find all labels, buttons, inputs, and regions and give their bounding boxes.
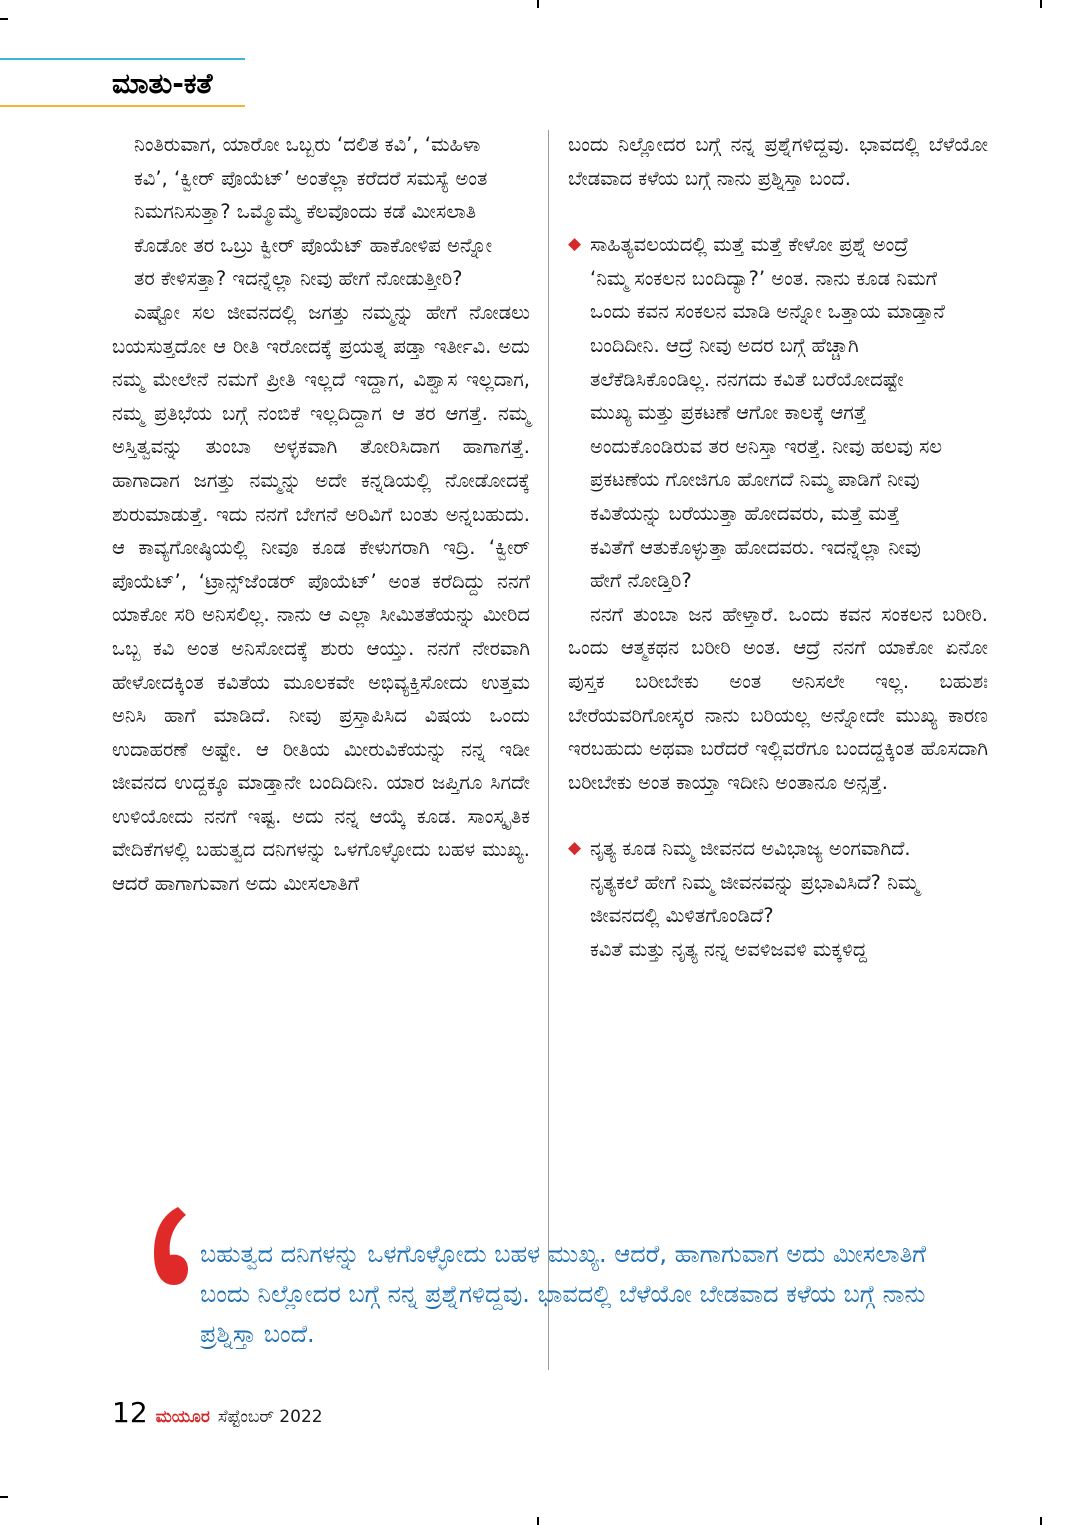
crop-mark-bottom-right: [1040, 1517, 1042, 1525]
page-footer: [112, 1396, 323, 1428]
page-number: 12: [112, 1396, 148, 1429]
column-divider: [548, 130, 549, 1370]
header-rule-cyan: [0, 58, 245, 60]
answer-paragraph: ಎಷ್ಟೋ ಸಲ ಜೀವನದಲ್ಲಿ ಜಗತ್ತು ನಮ್ಮನ್ನು ಹೇಗೆ ನೋಡಲು ಬಯಸುತ್ತದೋ ಆ ರೀತಿ ಇರೋದಕ್ಕೆ ಪ್ರಯತ್ನ ಪಡ್ತಾ ಇರ್ತೀವಿ. ಅದು ನಮ್ಮ ಮೇಲೇನೆ ನಮಗೆ ಪ್ರೀತಿ ಇಲ್ಲದೆ ಇದ್ದಾಗ, ವಿಶ್ವಾಸ ಇಲ್ಲದಾಗ, ನಮ್ಮ ಪ್ರತಿಭೆಯ ಬಗ್ಗೆ ನಂಬಿಕೆ ಇಲ್ಲದಿದ್ದಾಗ ಆ ತರ ಆಗತ್ತೆ. ನಮ್ಮ ಅಸ್ತಿತ್ವವನ್ನು ತುಂಬಾ ಅಳ್ಳಕವಾಗಿ ತೋರಿಸಿದಾಗ ಹಾಗಾಗತ್ತೆ. ಹಾಗಾದಾಗ ಜಗತ್ತು ನಮ್ಮನ್ನು ಅದೇ ಕನ್ನಡಿಯಲ್ಲಿ ನೋಡೋದಕ್ಕೆ ಶುರುಮಾಡುತ್ತೆ. ಇದು ನನಗೆ ಬೇಗನೆ ಅರಿವಿಗೆ ಬಂತು ಅನ್ನಬಹುದು. ಆ ಕಾವ್ಯಗೋಷ್ಠಿಯಲ್ಲಿ ನೀವೂ ಕೂಡ ಕೇಳುಗರಾಗಿ ಇದ್ರಿ. ‘ಕ್ವೀರ್ ಪೊಯೆಟ್’, ‘ಟ್ರಾನ್ಸ್‌ಜೆಂಡರ್ ಪೊಯೆಟ್’ ಅಂತ ಕರೆದಿದ್ದು ನನಗೆ ಯಾಕೋ ಸರಿ ಅನಿಸಲಿಲ್ಲ. ನಾನು ಆ ಎಲ್ಲಾ ಸೀಮಿತತೆಯನ್ನು ಮೀರಿದ ಒಬ್ಬ ಕವಿ ಅಂತ ಅನಿಸೋದಕ್ಕೆ ಶುರು ಆಯ್ತು. ನನಗೆ ನೇರವಾಗಿ ಹೇಳೋದಕ್ಕಿಂತ ಕವಿತೆಯ ಮೂಲಕವೇ ಅಭಿವ್ಯಕ್ತಿಸೋದು ಉತ್ತಮ ಅನಿಸಿ ಹಾಗೆ ಮಾಡಿದೆ. ನೀವು ಪ್ರಸ್ತಾಪಿಸಿದ ವಿಷಯ ಒಂದು ಉದಾಹರಣೆ ಅಷ್ಟೇ. ಆ ರೀತಿಯ ಮೀರುವಿಕೆಯನ್ನು ನನ್ನ ಇಡೀ ಜೀವನದ ಉದ್ದಕ್ಕೂ ಮಾಡ್ತಾನೇ ಬಂದಿದೀನಿ. ಯಾರ ಜಪ್ತಿಗೂ ಸಿಗದೇ ಉಳಿಯೋದು ನನಗೆ ಇಷ್ಟ. ಅದು ನನ್ನ ಆಯ್ಕೆ ಕೂಡ. ಸಾಂಸ್ಕೃತಿಕ ವೇದಿಕೆಗಳಲ್ಲಿ ಬಹುತ್ವದ ದನಿಗಳನ್ನು ಒಳಗೊಳ್ಳೋದು ಬಹಳ ಮುಖ್ಯ. ಆದರೆ ಹಾಗಾಗುವಾಗ ಅದು ಮೀಸಲಾತಿಗೆ: [112, 300, 530, 896]
answer-1: ನನಗೆ ತುಂಬಾ ಜನ ಹೇಳ್ತಾರೆ. ಒಂದು ಕವನ ಸಂಕಲನ ಬರೀರಿ. ಒಂದು ಆತ್ಮಕಥನ ಬರೀರಿ ಅಂತ. ಆದ್ರೆ ನನಗೆ ಯಾಕೋ ಏನೋ ಪುಸ್ತಕ ಬರೀಬೇಕು ಅಂತ ಅನಿಸಲೇ ಇಲ್ಲ. ಬಹುಶಃ ಬೇರೆಯವರಿಗೋಸ್ಕರ ನಾನು ಬರಿಯಲ್ಲ ಅನ್ನೋದೇ ಮುಖ್ಯ ಕಾರಣ ಇರಬಹುದು ಅಥವಾ ಬರೆದರೆ ಇಲ್ಲಿವರೆಗೂ ಬಂದದ್ದಕ್ಕಿಂತ ಹೊಸದಾಗಿ ಬರೀಬೇಕು ಅಂತ ಕಾಯ್ತಾ ಇದೀನಿ ಅಂತಾನೂ ಅನ್ಸತ್ತೆ.: [568, 602, 988, 794]
answer-2: ಕವಿತೆ ಮತ್ತು ನೃತ್ಯ ನನ್ನ ಅವಳಿಜವಳಿ ಮಕ್ಕಳಿದ್ದ: [590, 938, 868, 962]
question-2: [568, 832, 988, 933]
question-1-text: ಸಾಹಿತ್ಯವಲಯದಲ್ಲಿ ಮತ್ತೆ ಮತ್ತೆ ಕೇಳೋ ಪ್ರಶ್ನೆ ಅಂದ್ರೆ ‘ನಿಮ್ಮ ಸಂಕಲನ ಬಂದಿದ್ಯಾ?’ ಅಂತ. ನಾನು ಕೂಡ ನಿಮಗೆ ಒಂದು ಕವನ ಸಂಕಲನ ಮಾಡಿ ಅನ್ನೋ ಒತ್ತಾಯ ಮಾಡ್ತಾನೆ ಬಂದಿದೀನಿ. ಆದ್ರೆ ನೀವು ಅದರ ಬಗ್ಗೆ ಹೆಚ್ಚಾಗಿ ತಲೆಕೆಡಿಸಿಕೊಂಡಿಲ್ಲ. ನನಗದು ಕವಿತೆ ಬರೆಯೋದಷ್ಟೇ ಮುಖ್ಯ ಮತ್ತು ಪ್ರಕಟಣೆ ಆಗೋ ಕಾಲಕ್ಕೆ ಆಗತ್ತೆ ಅಂದುಕೊಂಡಿರುವ ತರ ಅನಿಸ್ತಾ ಇರತ್ತೆ. ನೀವು ಹಲವು ಸಲ ಪ್ರಕಟಣೆಯ ಗೋಜಿಗೂ ಹೋಗದೆ ನಿಮ್ಮ ಪಾಡಿಗೆ ನೀವು ಕವಿತೆಯನ್ನು ಬರೆಯುತ್ತಾ ಹೋದವರು, ಮತ್ತೆ ಮತ್ತೆ ಕವಿತೆಗೆ ಆತುಕೊಳ್ಳುತ್ತಾ ಹೋದವರು. ಇದನ್ನೆಲ್ಲಾ ನೀವು ಹೇಗೆ ನೋಡ್ತಿರಿ?: [590, 233, 945, 593]
red-diamond-bullet-icon: ◆: [568, 838, 582, 859]
right-column: [568, 128, 988, 967]
magazine-logo: ಮಯೂರ: [155, 1407, 210, 1427]
crop-mark-bottom-left: [0, 1496, 8, 1498]
crop-mark-top-left: [0, 18, 8, 20]
crop-mark-top-right: [1040, 0, 1042, 8]
question-1: [568, 228, 988, 598]
red-diamond-bullet-icon: ◆: [568, 234, 582, 255]
left-column: [112, 128, 530, 901]
crop-mark-bottom-center: [537, 1517, 539, 1525]
section-title: ಮಾತು-ಕತೆ: [112, 67, 213, 100]
header-rule-yellow: [0, 105, 245, 107]
question-paragraph: ನಿಂತಿರುವಾಗ, ಯಾರೋ ಒಬ್ಬರು ‘ದಲಿತ ಕವಿ’, ‘ಮಹಿಳಾ ಕವಿ’, ‘ಕ್ವೀರ್ ಪೊಯೆಟ್’ ಅಂತೆಲ್ಲಾ ಕರೆದರೆ ಸಮಸ್ಯೆ ಅಂತ ನಿಮಗನಿಸುತ್ತಾ? ಒಮ್ಮೊಮ್ಮೆ ಕೆಲವೊಂದು ಕಡೆ ಮೀಸಲಾತಿ ಕೊಡೋ ತರ ಒಬ್ರು ಕ್ವೀರ್ ಪೊಯೆಟ್ ಹಾಕೋಳಿಪ ಅನ್ನೋ ತರ ಕೇಳಿಸತ್ತಾ? ಇದನ್ನೆಲ್ಲಾ ನೀವು ಹೇಗೆ ನೋಡುತ್ತೀರಿ?: [134, 133, 493, 291]
issue-date: ಸೆಪ್ಟೆಂಬರ್ 2022: [217, 1407, 323, 1427]
pull-quote: ಬಹುತ್ವದ ದನಿಗಳನ್ನು ಒಳಗೊಳ್ಳೋದು ಬಹಳ ಮುಖ್ಯ. ಆದರೆ, ಹಾಗಾಗುವಾಗ ಅದು ಮೀಸಲಾತಿಗೆ ಬಂದು ನಿಲ್ಲೋದರ ಬಗ್ಗೆ ನನ್ನ ಪ್ರಶ್ನೆಗಳಿದ್ದವು. ಭಾವದಲ್ಲಿ ಬೆಳೆಯೋ ಬೇಡವಾದ ಕಳೆಯ ಬಗ್ಗೆ ನಾನು ಪ್ರಶ್ನಿಸ್ತಾ ಬಂದೆ.: [200, 1240, 927, 1348]
red-quote-mark-icon: [148, 1205, 190, 1287]
question-2-text: ನೃತ್ಯ ಕೂಡ ನಿಮ್ಮ ಜೀವನದ ಅವಿಭಾಜ್ಯ ಅಂಗವಾಗಿದೆ. ನೃತ್ಯಕಲೆ ಹೇಗೆ ನಿಮ್ಮ ಜೀವನವನ್ನು ಪ್ರಭಾವಿಸಿದೆ? ನಿಮ್ಮ ಜೀವನದಲ್ಲಿ ಮಿಳಿತಗೊಂಡಿದೆ?: [590, 837, 920, 928]
crop-mark-top-center: [537, 0, 539, 8]
continuation-paragraph: ಬಂದು ನಿಲ್ಲೋದರ ಬಗ್ಗೆ ನನ್ನ ಪ್ರಶ್ನೆಗಳಿದ್ದವು. ಭಾವದಲ್ಲಿ ಬೆಳೆಯೋ ಬೇಡವಾದ ಕಳೆಯ ಬಗ್ಗೆ ನಾನು ಪ್ರಶ್ನಿಸ್ತಾ ಬಂದೆ.: [568, 133, 988, 190]
